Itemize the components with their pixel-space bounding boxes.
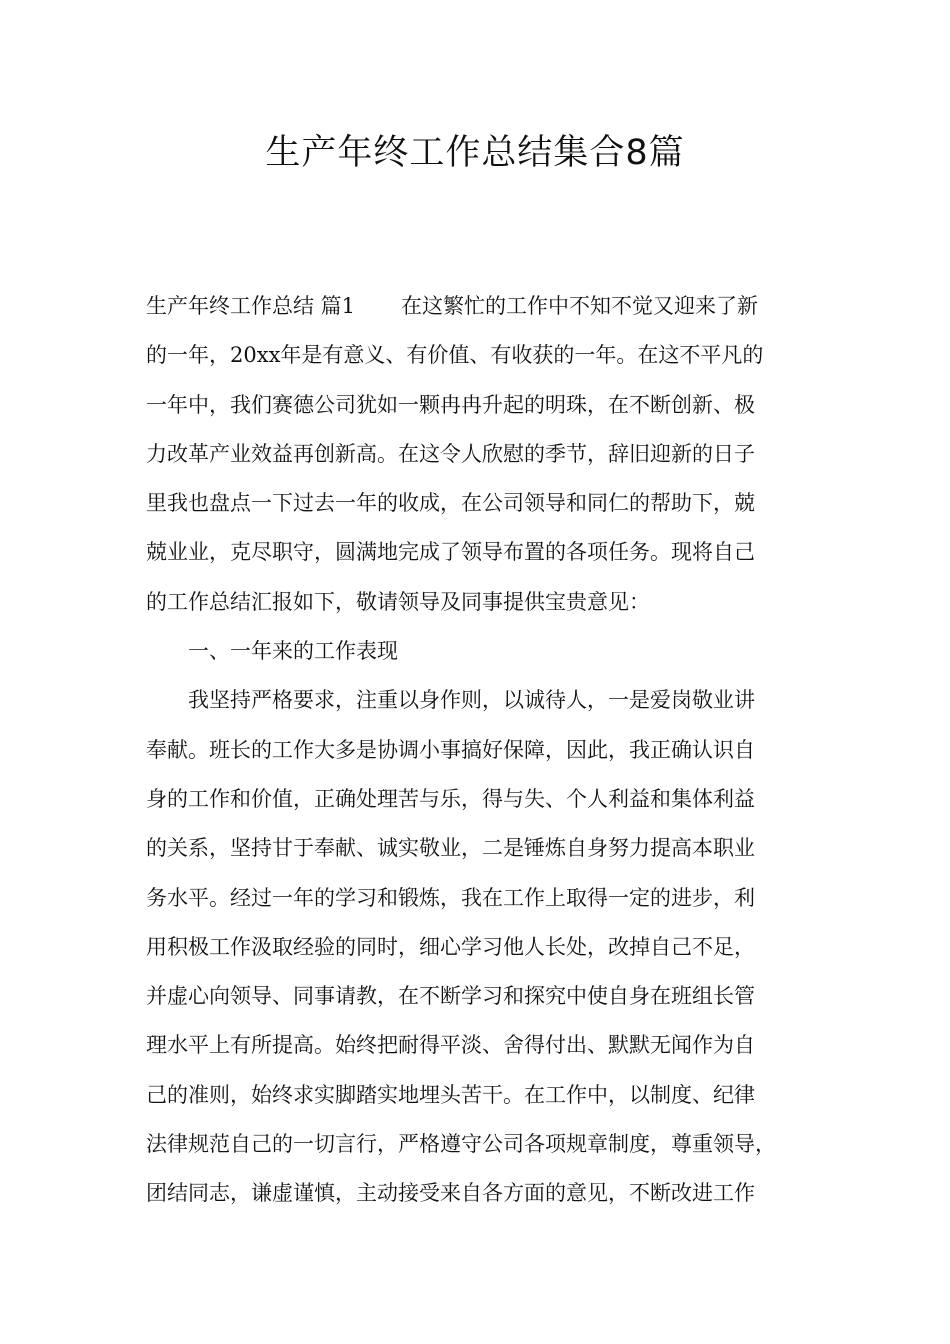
- paragraph-line: 身的工作和价值，正确处理苦与乐，得与失、个人利益和集体利益: [146, 786, 755, 811]
- paragraph-line: [146, 282, 826, 331]
- paragraph-line: 兢业业，克尽职守，圆满地完成了领导布置的各项任务。现将自己: [146, 540, 755, 565]
- paragraph-line: 我坚持严格要求，注重以身作则，以诚待人，一是爱岗敬业讲: [188, 688, 755, 713]
- section-heading: 一、一年来的工作表现: [188, 639, 398, 664]
- paragraph-line: 奉献。班长的工作大多是协调小事搞好保障，因此，我正确认识自: [146, 737, 755, 762]
- paragraph-line: 的一年，20xx年是有意义、有价值、有收获的一年。在这不平凡的: [146, 343, 764, 368]
- paragraph-line: 己的准则，始终求实脚踏实地埋头苦干。在工作中，以制度、纪律: [146, 1082, 755, 1107]
- document-title: 生产年终工作总结集合8篇: [265, 133, 685, 173]
- paragraph-line: 法律规范自己的一切言行，严格遵守公司各项规章制度，尊重领导，: [146, 1132, 776, 1157]
- paragraph-text: 在这繁忙的工作中不知不觉又迎来了新: [401, 294, 759, 318]
- paragraph-line: 务水平。经过一年的学习和锻炼，我在工作上取得一定的进步，利: [146, 885, 755, 910]
- paragraph-line: 力改革产业效益再创新高。在这令人欣慰的季节，辞旧迎新的日子: [146, 441, 755, 466]
- document-body: [146, 282, 826, 1219]
- paragraph-line: 的工作总结汇报如下，敬请领导及同事提供宝贵意见：: [146, 589, 650, 614]
- paragraph-line: 里我也盘点一下过去一年的收成，在公司领导和同仁的帮助下，兢: [146, 491, 755, 516]
- paragraph-line: 用积极工作汲取经验的同时，细心学习他人长处，改掉自己不足，: [146, 934, 755, 959]
- paragraph-line: 理水平上有所提高。始终把耐得平淡、舍得付出、默默无闻作为自: [146, 1033, 755, 1058]
- paragraph-line: 团结同志，谦虚谨慎，主动接受来自各方面的意见，不断改进工作: [146, 1181, 755, 1206]
- section-label: 生产年终工作总结 篇1: [146, 294, 356, 318]
- paragraph-line: 一年中，我们赛德公司犹如一颗冉冉升起的明珠，在不断创新、极: [146, 392, 755, 417]
- paragraph-line: 并虚心向领导、同事请教，在不断学习和探究中使自身在班组长管: [146, 984, 755, 1009]
- paragraph-line: 的关系，坚持甘于奉献、诚实敬业，二是锤炼自身努力提高本职业: [146, 836, 755, 861]
